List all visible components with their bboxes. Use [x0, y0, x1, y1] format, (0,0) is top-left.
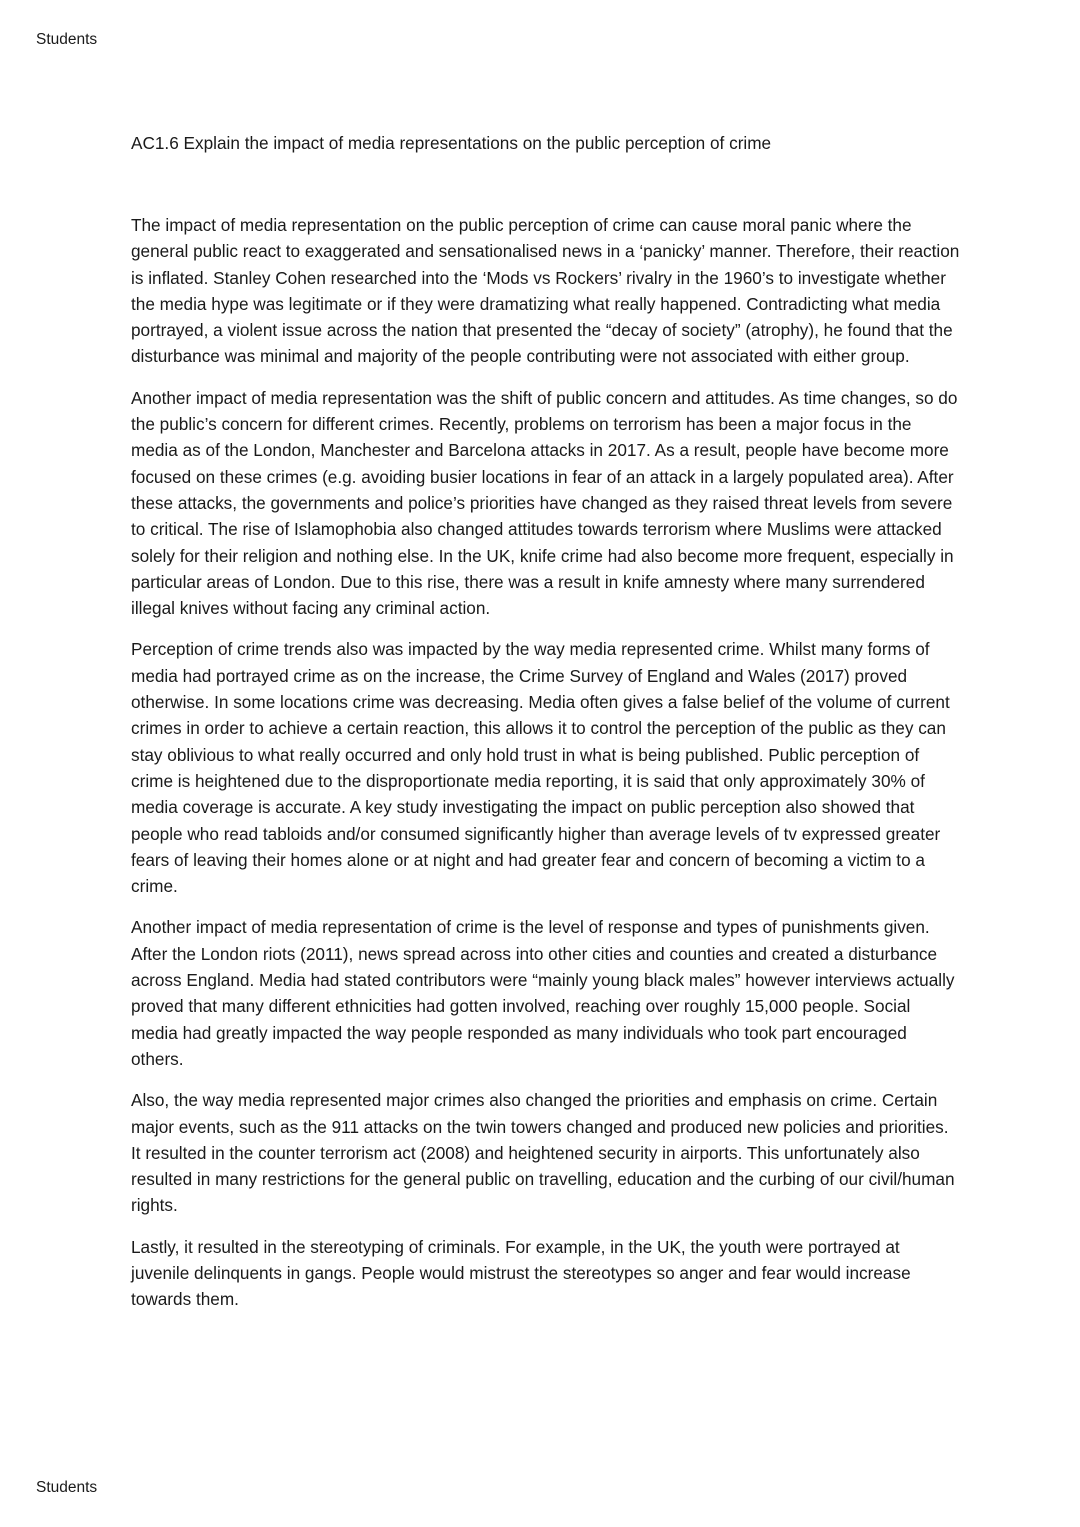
page-footer: Students — [36, 1479, 98, 1496]
paragraph-stereotyping: Lastly, it resulted in the stereotyping of criminals. For example, in the UK, the youth were portrayed at juvenile delinquents in gangs. People would mistrust the stereotypes so anger and fear would increase towards them. — [131, 1236, 911, 1310]
paragraph-crime-trends: Perception of crime trends also was impacted by the way media represented crime. Whilst many forms of media had portrayed crime as on the increase, the Crime Survey of England and Wales (2017) proved otherwise. In some locations crime was decreasing. Media often gives a false belief of the volume of current crimes in order to achieve a certain reaction, this allows it to control the perception of the public as they can stay oblivious to what really occurred and only hold trust in what is being published. Public perception of crime is heightened due to the disproportionate media reporting, it is said that only approximately 30% of media coverage is accurate. A key study investigating the impact on public perception also showed that people who read tabloids and/or consumed significantly higher than average levels of tv expressed greater fears of leaving their homes alone or at night and had greater fear and concern of becoming a victim to a crime. — [131, 639, 950, 897]
paragraph-response-punishments: Another impact of media representation of crime is the level of response and types of punishments given. After the London riots (2011), news spread across into other cities and counties and created a disturbance across England. Media had stated contributors were “mainly young black males” however interviews actually proved that many different ethnicities had gotten involved, reaching over roughly 15,000 people. Social media had greatly impacted the way people responded as many individuals who took part encouraged others. — [131, 917, 955, 1069]
paragraph-public-concern: Another impact of media representation was the shift of public concern and attitudes. As time changes, so do the public’s concern for different crimes. Recently, problems on terrorism has been a major focus in the media as of the London, Manchester and Barcelona attacks in 2017. As a result, people have become more focused on these crimes (e.g. avoiding busier locations in fear of an attack in a largely populated area). After these attacks, the governments and police’s priorities have changed as they raised threat levels from severe to critical. The rise of Islamophobia also changed attitudes towards terrorism where Muslims were attacked solely for their religion and nothing else. In the UK, knife crime had also become more frequent, especially in particular areas of London. Due to this rise, there was a result in knife amnesty where many surrendered illegal knives without facing any criminal action. — [131, 387, 958, 619]
paragraph-moral-panic: The impact of media representation on the public perception of crime can cause moral panic where the general public react to exaggerated and sensationalised news in a ‘panicky’ manner. Therefore, their reaction is inflated. Stanley Cohen researched into the ‘Mods vs Rockers’ rivalry in the 1960’s to investigate whether the media hype was legitimate or if they were dramatizing what really happened. Contradicting what media portrayed, a violent issue across the nation that presented the “decay of society” (atrophy), he found that the disturbance was minimal and majority of the people contributing were not associated with either group. — [131, 215, 960, 367]
paragraph-priorities: Also, the way media represented major crimes also changed the priorities and emphasis on crime. Certain major events, such as the 911 attacks on the twin towers changed and produced new policies and priorities. It resulted in the counter terrorism act (2008) and heightened security in airports. This unfortunately also resulted in many restrictions for the general public on travelling, education and the curbing of our civil/human rights. — [131, 1090, 955, 1216]
document-title: AC1.6 Explain the impact of media representations on the public perception of crime — [131, 133, 772, 153]
document-body — [131, 212, 961, 1328]
page-header: Students — [36, 31, 98, 48]
